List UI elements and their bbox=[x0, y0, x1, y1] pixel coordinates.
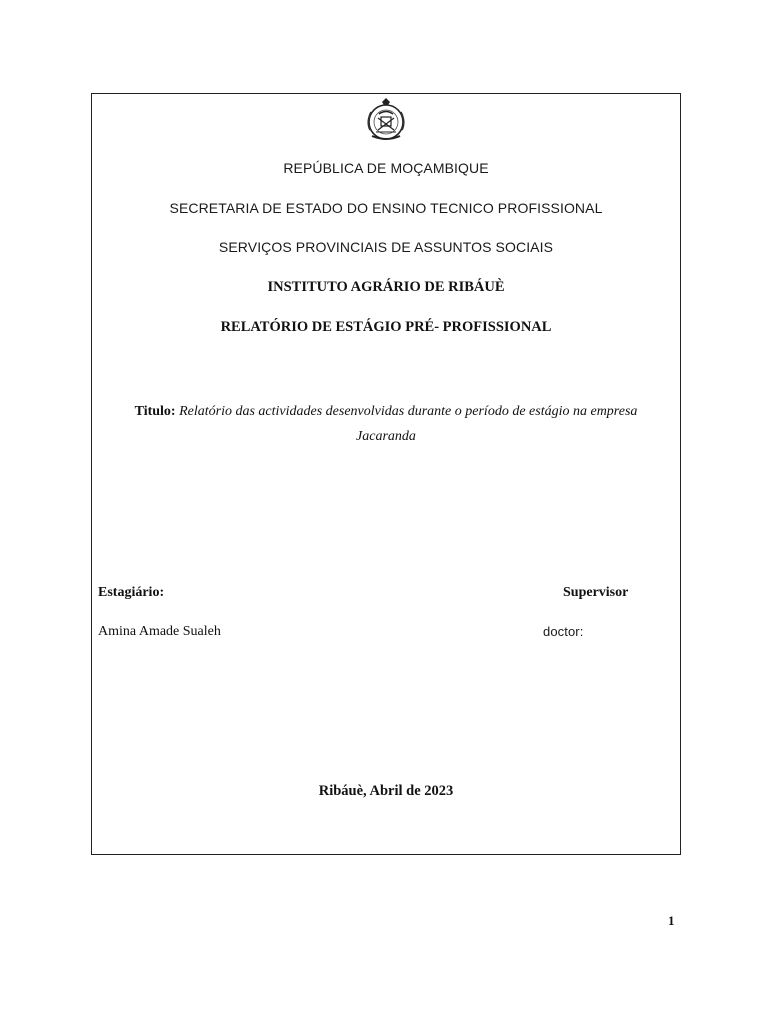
country-name: REPÚBLICA DE MOÇAMBIQUE bbox=[283, 160, 489, 176]
trainee-name: Amina Amade Sualeh bbox=[98, 624, 221, 639]
supervisor-name: doctor: bbox=[543, 624, 584, 639]
trainee-label: Estagiário: bbox=[98, 585, 165, 600]
report-type: RELATÓRIO DE ESTÁGIO PRÉ- PROFISSIONAL bbox=[220, 319, 552, 335]
report-title bbox=[91, 399, 681, 449]
page-number: 1 bbox=[668, 913, 675, 928]
supervisor-label: Supervisor bbox=[563, 585, 629, 600]
title-text: Relatório das actividades desenvolvidas durante o período de estágio na empresa bbox=[179, 404, 638, 419]
report-title-line1 bbox=[91, 399, 681, 424]
services-name: SERVIÇOS PROVINCIAIS DE ASSUNTOS SOCIAIS bbox=[218, 239, 554, 255]
institute-name: INSTITUTO AGRÁRIO DE RIBÁUÈ bbox=[267, 279, 505, 295]
secretariat-name: SECRETARIA DE ESTADO DO ENSINO TECNICO PROFISSIONAL bbox=[169, 200, 603, 216]
title-text-line2: Jacaranda bbox=[356, 429, 416, 444]
title-label: Titulo: bbox=[134, 404, 176, 419]
place-date: Ribáuè, Abril de 2023 bbox=[318, 783, 454, 799]
coat-of-arms-icon bbox=[362, 96, 410, 144]
